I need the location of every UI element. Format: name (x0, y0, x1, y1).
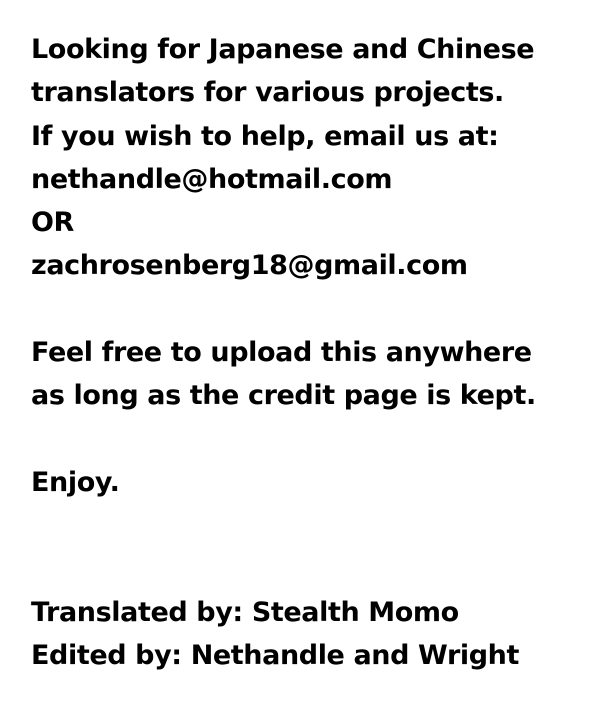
blank-lines (31, 504, 591, 591)
upload-notice-line-2: as long as the credit page is kept. (31, 380, 536, 412)
or-separator: OR (31, 207, 74, 239)
email-gmail: zachrosenberg18@gmail.com (31, 250, 468, 282)
upload-notice-line-1: Feel free to upload this anywhere (31, 337, 532, 369)
credit-text-block (31, 28, 591, 677)
recruitment-line-2: translators for various projects. (31, 77, 504, 109)
closing-text: Enjoy. (31, 466, 120, 498)
blank-line (31, 288, 591, 331)
translator-credit: Translated by: Stealth Momo (31, 596, 459, 628)
email-hotmail: nethandle@hotmail.com (31, 163, 393, 195)
recruitment-line-3: If you wish to help, email us at: (31, 120, 499, 152)
blank-line (31, 418, 591, 461)
recruitment-line-1: Looking for Japanese and Chinese (31, 34, 535, 65)
editor-credit: Edited by: Nethandle and Wright (31, 640, 519, 672)
